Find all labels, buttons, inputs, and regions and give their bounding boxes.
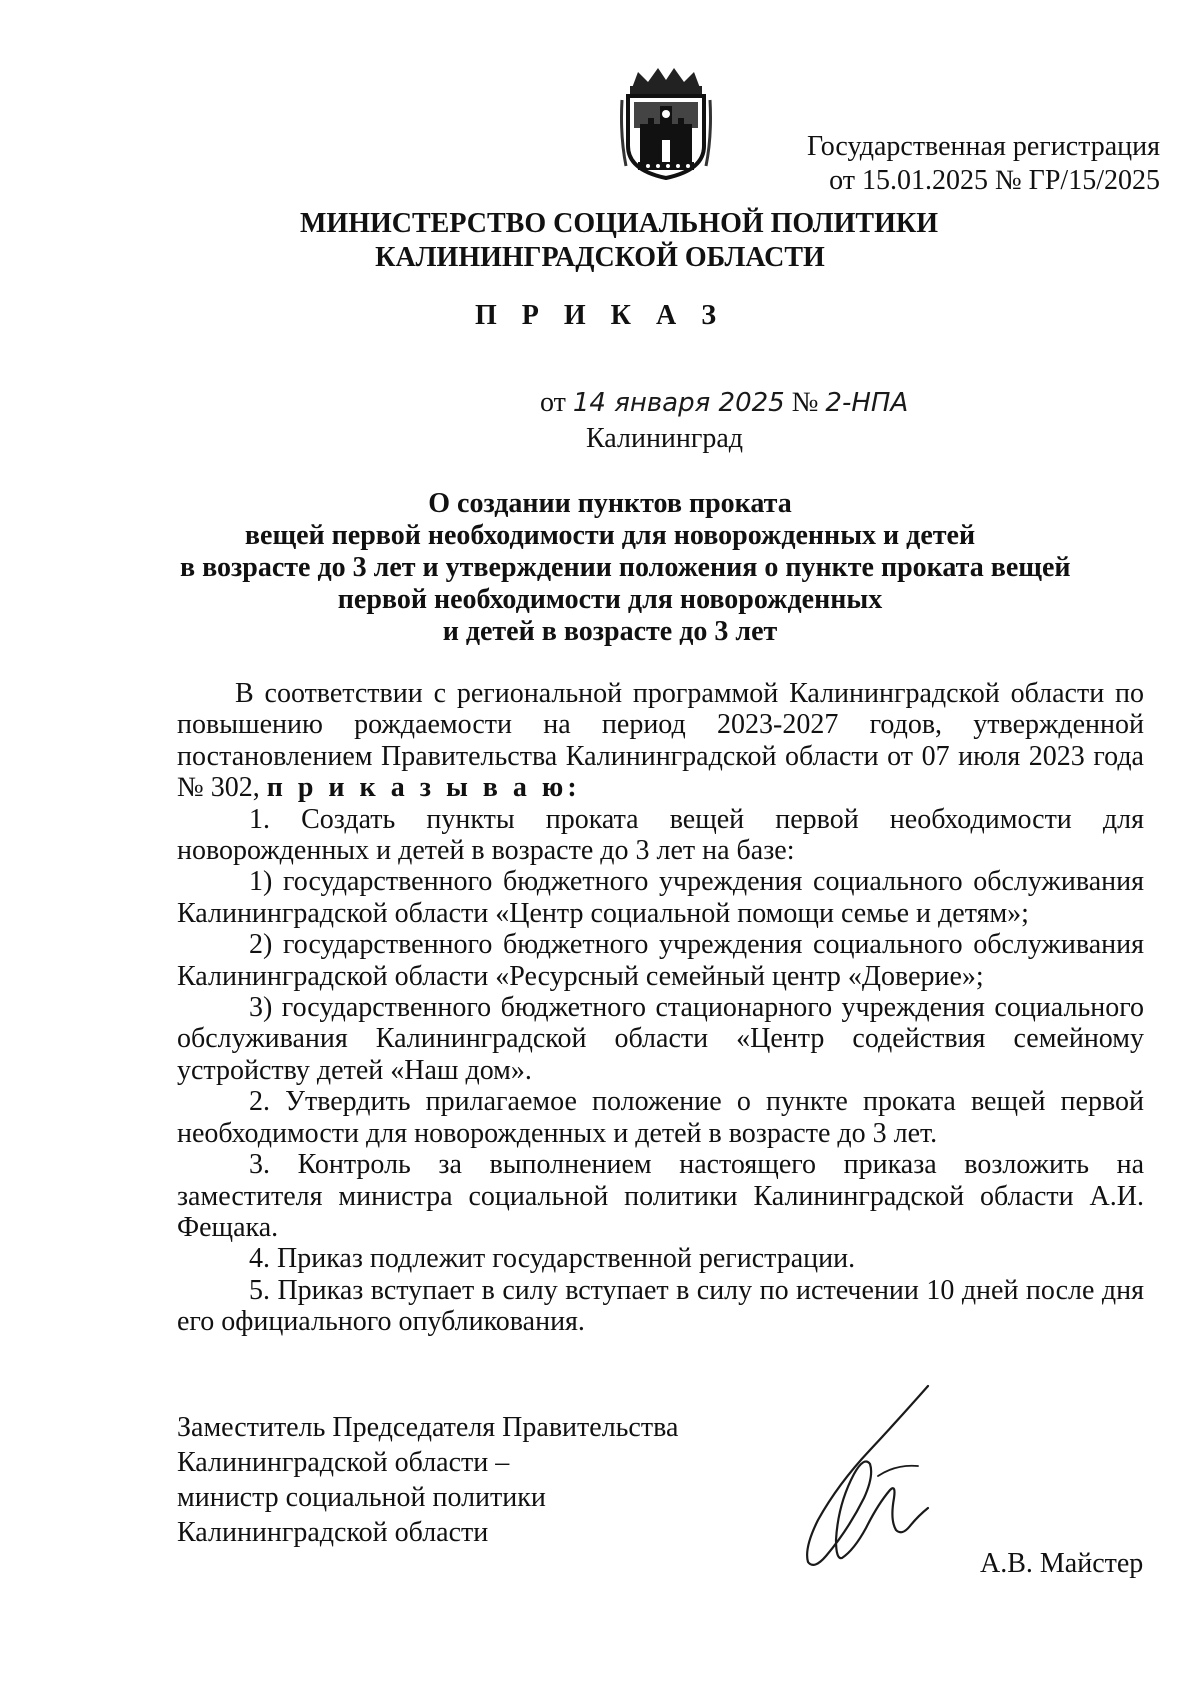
city: Калининград [586, 423, 744, 454]
item-1: 1. Создать пункты проката вещей первой необходимости для новорожденных и детей в возрасте до 3 лет на базе: [177, 803, 1144, 867]
registration-line-2: от 15.01.2025 № ГР/15/2025 [829, 165, 1160, 196]
registration-stamp [760, 130, 1160, 198]
date-prefix: от [540, 387, 566, 418]
position-line-2: Калининградской области – [177, 1447, 510, 1478]
item-5: 5. Приказ вступает в силу вступает в силу по истечении 10 дней после дня его официального опубликования. [177, 1274, 1144, 1338]
ministry-name [300, 207, 938, 275]
number-sign: № [791, 387, 819, 418]
document-title [180, 488, 1071, 648]
title-line-1: О создании пунктов проката [428, 488, 792, 519]
position-line-4: Калининградской области [177, 1517, 489, 1548]
item-1-1: 1) государственного бюджетного учреждения социального обслуживания Калининградской области «Центр социальной помощи семье и детям»; [177, 866, 1144, 929]
registration-line-1: Государственная регистрация [807, 131, 1160, 162]
document-type: П Р И К А З [475, 300, 725, 331]
title-line-3: в возрасте до 3 лет и утверждении положения о пункте проката вещей [180, 552, 1071, 583]
handwritten-number: 2-НПА [825, 388, 909, 418]
item-2: 2. Утвердить прилагаемое положение о пункте проката вещей первой необходимости для новорожденных и детей в возрасте до 3 лет. [177, 1086, 1144, 1149]
handwritten-date: 14 января 2025 [572, 388, 785, 418]
document-body [177, 678, 1144, 1338]
kaliningrad-coat-of-arms-icon [618, 66, 714, 182]
signatory-position [177, 1410, 678, 1550]
title-line-4: первой необходимости для новорожденных [337, 584, 883, 615]
command-word: п р и к а з ы в а ю: [266, 772, 581, 804]
signatory-name: А.В. Майстер [980, 1548, 1144, 1579]
position-line-1: Заместитель Председателя Правительства [177, 1412, 679, 1443]
title-line-2: вещей первой необходимости для новорожденных и детей [244, 520, 976, 551]
title-line-5: и детей в возрасте до 3 лет [442, 616, 778, 647]
ministry-line-1: МИНИСТЕРСТВО СОЦИАЛЬНОЙ ПОЛИТИКИ [300, 208, 938, 239]
preamble-paragraph [177, 678, 1144, 804]
handwritten-signature-icon [778, 1380, 948, 1570]
order-date-number [540, 387, 908, 427]
item-3: 3. Контроль за выполнением настоящего приказа возложить на заместителя министра социальной политики Калининградской области А.И. Фещака. [177, 1149, 1144, 1243]
item-1-2: 2) государственного бюджетного учреждения социального обслуживания Калининградской области «Ресурсный семейный центр «Доверие»; [177, 929, 1144, 992]
position-line-3: министр социальной политики [177, 1482, 546, 1513]
item-4: 4. Приказ подлежит государственной регистрации. [249, 1243, 856, 1275]
preamble-text: В соответствии с региональной программой Калининградской области по повышению рождаемости на период 2023-2027 годов, утвержденной постановлением Правительства Калининградской области от 07 июля 2023 года № 302, [177, 678, 1144, 804]
ministry-line-2: КАЛИНИНГРАДСКОЙ ОБЛАСТИ [375, 242, 825, 273]
item-1-3: 3) государственного бюджетного стационарного учреждения социального обслуживания Калининградской области «Центр содействия семейному устройству детей «Наш дом». [177, 992, 1144, 1086]
